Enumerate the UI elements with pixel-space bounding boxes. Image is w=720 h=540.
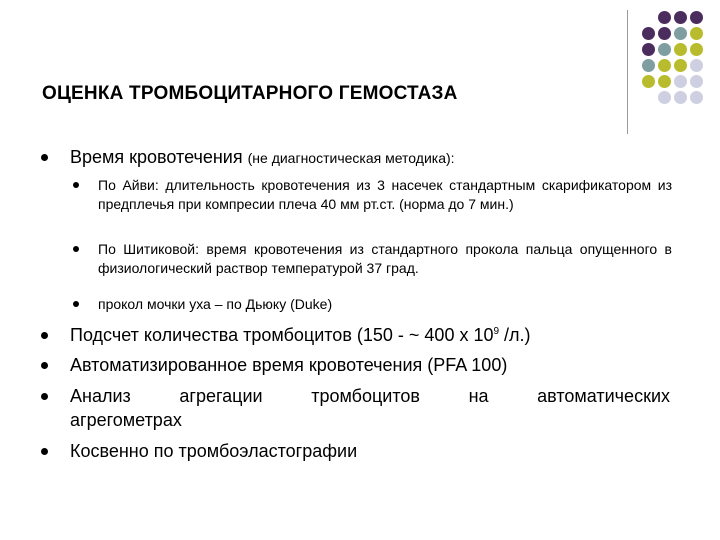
decor-dot xyxy=(674,43,687,56)
sub-bullet-dot-icon xyxy=(73,246,79,252)
bullet-text: Косвенно по тромбоэластографии xyxy=(70,441,358,461)
decor-dot xyxy=(674,75,687,88)
decor-dot xyxy=(658,11,671,24)
decor-dot xyxy=(674,27,687,40)
bullet-text-line2: агрегометрах xyxy=(70,410,182,430)
bullet-teg xyxy=(70,440,670,462)
sub-bullet-dot-icon xyxy=(73,301,79,307)
subitem-shitikova xyxy=(98,240,672,277)
subitem-ivy xyxy=(98,176,672,213)
bullet-dot-icon xyxy=(41,332,48,339)
bullet-main-text: Время кровотечения xyxy=(70,147,243,167)
bullet-dot-icon xyxy=(41,154,48,161)
decor-dot xyxy=(690,11,703,24)
decor-dot xyxy=(642,27,655,40)
decor-dot xyxy=(674,11,687,24)
bullet-pfa xyxy=(70,354,670,376)
bullet-text: Автоматизированное время кровотечения (PFA 100) xyxy=(70,355,508,375)
decor-dot xyxy=(658,59,671,72)
decor-dot xyxy=(674,91,687,104)
decor-dot xyxy=(642,59,655,72)
bullet-text-line1: Анализ агрегации тромбоцитов на автоматических xyxy=(70,386,670,406)
decor-dot xyxy=(642,43,655,56)
decor-dot xyxy=(658,91,671,104)
subitem-duke xyxy=(98,295,672,314)
bullet-dot-icon xyxy=(41,362,48,369)
subitem-text: По Шитиковой: время кровотечения из стандартного прокола пальца опущенного в физиологический раствор температурой 37 град. xyxy=(98,241,672,276)
slide-title: ОЦЕНКА ТРОМБОЦИТАРНОГО ГЕМОСТАЗА xyxy=(42,83,458,104)
decor-dot xyxy=(658,43,671,56)
bullet-aggregation-line2 xyxy=(70,409,670,431)
bullet-aggregation xyxy=(70,385,670,407)
bullet-bleeding-time xyxy=(70,146,670,169)
decor-dot xyxy=(690,91,703,104)
bullet-text-before: Подсчет количества тромбоцитов (150 - ~ 400 x 10 xyxy=(70,325,494,345)
decor-dot xyxy=(642,75,655,88)
decor-dot xyxy=(690,59,703,72)
bullet-note-text: (не диагностическая методика): xyxy=(247,150,455,166)
decor-dot xyxy=(658,27,671,40)
bullet-dot-icon xyxy=(41,393,48,400)
decor-dot xyxy=(658,75,671,88)
bullet-dot-icon xyxy=(41,448,48,455)
vertical-divider xyxy=(627,10,628,134)
bullet-text-after: /л.) xyxy=(499,325,531,345)
decorative-dot-grid xyxy=(0,0,720,160)
decor-dot xyxy=(690,43,703,56)
decor-dot xyxy=(690,27,703,40)
subitem-text: По Айви: длительность кровотечения из 3 насечек стандартным скарификатором из предплечья при компресии плеча 40 мм рт.ст. (норма до 7 мин.) xyxy=(98,177,672,212)
sub-bullet-dot-icon xyxy=(73,182,79,188)
bullet-platelet-count xyxy=(70,324,670,346)
decor-dot xyxy=(690,75,703,88)
bullet-superscript: 9 xyxy=(493,326,500,337)
subitem-text: прокол мочки уха – по Дьюку (Duke) xyxy=(98,296,333,312)
decor-dot xyxy=(674,59,687,72)
